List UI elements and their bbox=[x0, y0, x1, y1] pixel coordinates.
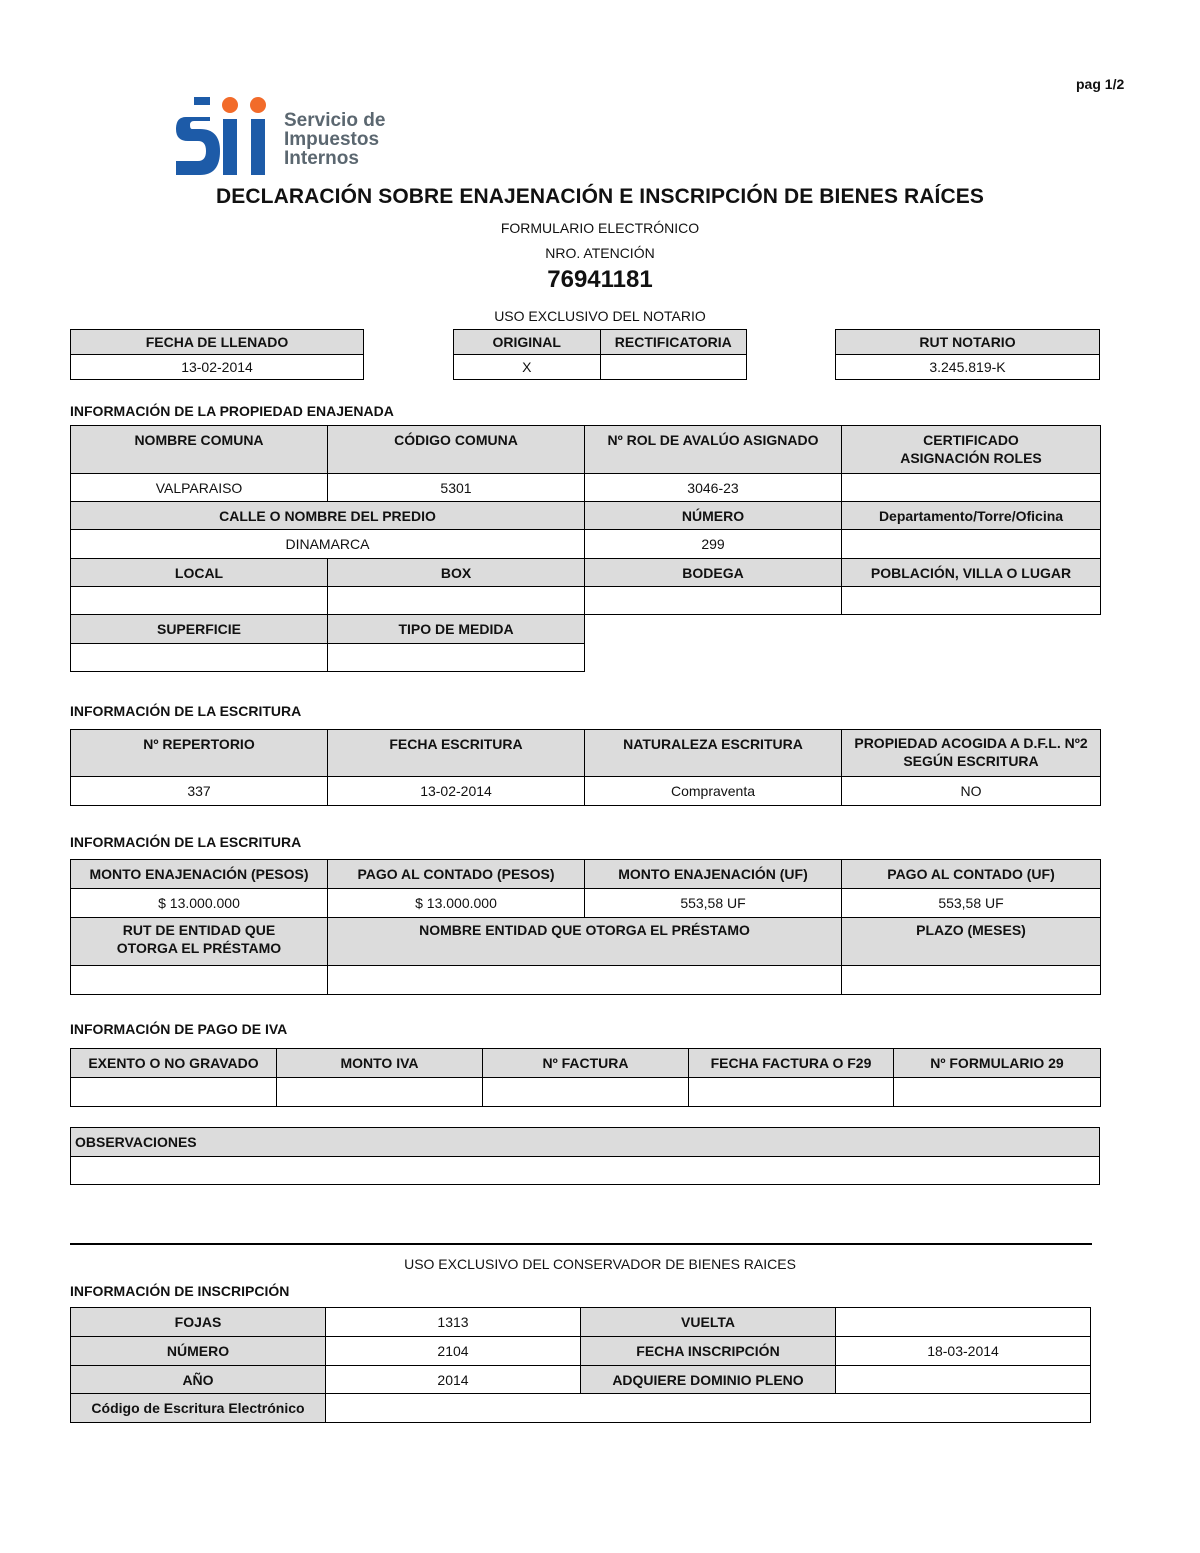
codigo-escritura-header: Código de Escritura Electrónico bbox=[71, 1394, 326, 1423]
naturaleza-header: NATURALEZA ESCRITURA bbox=[585, 730, 842, 777]
logo-line-3: Internos bbox=[284, 148, 359, 169]
logo-text bbox=[284, 111, 385, 168]
escritura-section-title: INFORMACIÓN DE LA ESCRITURA bbox=[70, 703, 302, 719]
monto-uf-header: MONTO ENAJENACIÓN (UF) bbox=[585, 860, 842, 889]
numero-header: NÚMERO bbox=[585, 502, 842, 530]
monto-pesos-value: $ 13.000.000 bbox=[71, 889, 328, 918]
fecha-llenado-table bbox=[70, 329, 364, 380]
pago-uf-header: PAGO AL CONTADO (UF) bbox=[842, 860, 1101, 889]
montos-section-title: INFORMACIÓN DE LA ESCRITURA bbox=[70, 834, 302, 850]
fecha-llenado-value: 13-02-2014 bbox=[71, 355, 364, 380]
nombre-entidad-header: NOMBRE ENTIDAD QUE OTORGA EL PRÉSTAMO bbox=[328, 918, 842, 966]
monto-uf-value: 553,58 UF bbox=[585, 889, 842, 918]
original-header: ORIGINAL bbox=[454, 330, 601, 355]
observaciones-value bbox=[71, 1157, 1100, 1185]
form-subtitle: FORMULARIO ELECTRÓNICO bbox=[500, 220, 700, 236]
iva-table bbox=[70, 1048, 1101, 1107]
monto-iva-header: MONTO IVA bbox=[277, 1049, 483, 1078]
pago-pesos-value: $ 13.000.000 bbox=[328, 889, 585, 918]
pago-pesos-header: PAGO AL CONTADO (PESOS) bbox=[328, 860, 585, 889]
dominio-pleno-header: ADQUIERE DOMINIO PLENO bbox=[581, 1366, 836, 1394]
naturaleza-value: Compraventa bbox=[585, 777, 842, 806]
bodega-header: BODEGA bbox=[585, 559, 842, 587]
section-divider bbox=[70, 1243, 1092, 1245]
observaciones-table bbox=[70, 1127, 1100, 1185]
formulario29-header: Nº FORMULARIO 29 bbox=[894, 1049, 1101, 1078]
propiedad-section-title: INFORMACIÓN DE LA PROPIEDAD ENAJENADA bbox=[70, 403, 394, 419]
numero-value: 299 bbox=[585, 530, 842, 559]
rectificatoria-header: RECTIFICATORIA bbox=[600, 330, 747, 355]
local-value bbox=[71, 587, 328, 615]
codigo-comuna-value: 5301 bbox=[328, 474, 585, 502]
rut-entidad-value bbox=[71, 966, 328, 995]
codigo-escritura-value bbox=[326, 1394, 1091, 1423]
nombre-comuna-value: VALPARAISO bbox=[71, 474, 328, 502]
plazo-value bbox=[842, 966, 1101, 995]
conservador-section-title: USO EXCLUSIVO DEL CONSERVADOR DE BIENES RAICES bbox=[404, 1256, 796, 1272]
fecha-llenado-header: FECHA DE LLENADO bbox=[71, 330, 364, 355]
superficie-value bbox=[71, 644, 328, 672]
factura-value bbox=[483, 1078, 689, 1107]
fojas-value: 1313 bbox=[326, 1308, 581, 1337]
fecha-escritura-value: 13-02-2014 bbox=[328, 777, 585, 806]
depto-header: Departamento/Torre/Oficina bbox=[842, 502, 1101, 530]
form-title: DECLARACIÓN SOBRE ENAJENACIÓN E INSCRIPCIÓN DE BIENES RAÍCES bbox=[216, 185, 984, 208]
dfl-header: PROPIEDAD ACOGIDA A D.F.L. Nº2 SEGÚN ESCRITURA bbox=[842, 730, 1101, 777]
logo-line-1: Servicio de bbox=[284, 110, 386, 131]
dfl-value: NO bbox=[842, 777, 1101, 806]
notary-section-title: USO EXCLUSIVO DEL NOTARIO bbox=[494, 308, 706, 324]
attention-number-label: NRO. ATENCIÓN bbox=[545, 245, 655, 261]
fecha-inscripcion-value: 18-03-2014 bbox=[836, 1337, 1091, 1366]
superficie-header: SUPERFICIE bbox=[71, 615, 328, 644]
logo-line-2: Impuestos bbox=[284, 129, 380, 150]
repertorio-value: 337 bbox=[71, 777, 328, 806]
sii-logo bbox=[172, 95, 412, 177]
propiedad-table bbox=[70, 425, 1101, 672]
repertorio-header: Nº REPERTORIO bbox=[71, 730, 328, 777]
inscripcion-section-title: INFORMACIÓN DE INSCRIPCIÓN bbox=[70, 1283, 290, 1299]
certificado-roles-header: CERTIFICADO ASIGNACIÓN ROLES bbox=[842, 426, 1101, 474]
rectificatoria-value bbox=[600, 355, 747, 380]
certificado-roles-value bbox=[842, 474, 1101, 502]
exento-value bbox=[71, 1078, 277, 1107]
nombre-entidad-value bbox=[328, 966, 842, 995]
monto-pesos-header: MONTO ENAJENACIÓN (PESOS) bbox=[71, 860, 328, 889]
rol-avaluo-header: Nº ROL DE AVALÚO ASIGNADO bbox=[585, 426, 842, 474]
sii-logo-mark bbox=[172, 95, 276, 177]
dominio-pleno-value bbox=[836, 1366, 1091, 1394]
numero-inscripcion-header: NÚMERO bbox=[71, 1337, 326, 1366]
calle-value: DINAMARCA bbox=[71, 530, 585, 559]
fecha-escritura-header: FECHA ESCRITURA bbox=[328, 730, 585, 777]
fecha-inscripcion-header: FECHA INSCRIPCIÓN bbox=[581, 1337, 836, 1366]
exento-header: EXENTO O NO GRAVADO bbox=[71, 1049, 277, 1078]
nombre-comuna-header: NOMBRE COMUNA bbox=[71, 426, 328, 474]
numero-inscripcion-value: 2104 bbox=[326, 1337, 581, 1366]
observaciones-header: OBSERVACIONES bbox=[71, 1128, 1100, 1157]
vuelta-value bbox=[836, 1308, 1091, 1337]
box-value bbox=[328, 587, 585, 615]
blank-cell bbox=[585, 644, 1101, 672]
rut-notario-header: RUT NOTARIO bbox=[836, 330, 1100, 355]
factura-header: Nº FACTURA bbox=[483, 1049, 689, 1078]
monto-iva-value bbox=[277, 1078, 483, 1107]
calle-header: CALLE O NOMBRE DEL PREDIO bbox=[71, 502, 585, 530]
poblacion-value bbox=[842, 587, 1101, 615]
rut-notario-value: 3.245.819-K bbox=[836, 355, 1100, 380]
iva-section-title: INFORMACIÓN DE PAGO DE IVA bbox=[70, 1021, 288, 1037]
codigo-comuna-header: CÓDIGO COMUNA bbox=[328, 426, 585, 474]
anio-value: 2014 bbox=[326, 1366, 581, 1394]
plazo-header: PLAZO (MESES) bbox=[842, 918, 1101, 966]
vuelta-header: VUELTA bbox=[581, 1308, 836, 1337]
bodega-value bbox=[585, 587, 842, 615]
pago-uf-value: 553,58 UF bbox=[842, 889, 1101, 918]
depto-value bbox=[842, 530, 1101, 559]
poblacion-header: POBLACIÓN, VILLA O LUGAR bbox=[842, 559, 1101, 587]
page-number: pag 1/2 bbox=[1076, 76, 1125, 92]
attention-number: 76941181 bbox=[547, 266, 653, 293]
anio-header: AÑO bbox=[71, 1366, 326, 1394]
rut-notario-table bbox=[835, 329, 1100, 380]
blank-cell bbox=[585, 615, 1101, 644]
fecha-factura-header: FECHA FACTURA O F29 bbox=[689, 1049, 894, 1078]
tipo-medida-value bbox=[328, 644, 585, 672]
fecha-factura-value bbox=[689, 1078, 894, 1107]
rut-entidad-header: RUT DE ENTIDAD QUE OTORGA EL PRÉSTAMO bbox=[71, 918, 328, 966]
tipo-declaracion-table bbox=[453, 329, 747, 380]
local-header: LOCAL bbox=[71, 559, 328, 587]
inscripcion-table bbox=[70, 1307, 1091, 1423]
box-header: BOX bbox=[328, 559, 585, 587]
formulario29-value bbox=[894, 1078, 1101, 1107]
montos-table bbox=[70, 859, 1101, 995]
tipo-medida-header: TIPO DE MEDIDA bbox=[328, 615, 585, 644]
fojas-header: FOJAS bbox=[71, 1308, 326, 1337]
escritura-table bbox=[70, 729, 1101, 806]
rol-avaluo-value: 3046-23 bbox=[585, 474, 842, 502]
original-value: X bbox=[454, 355, 601, 380]
